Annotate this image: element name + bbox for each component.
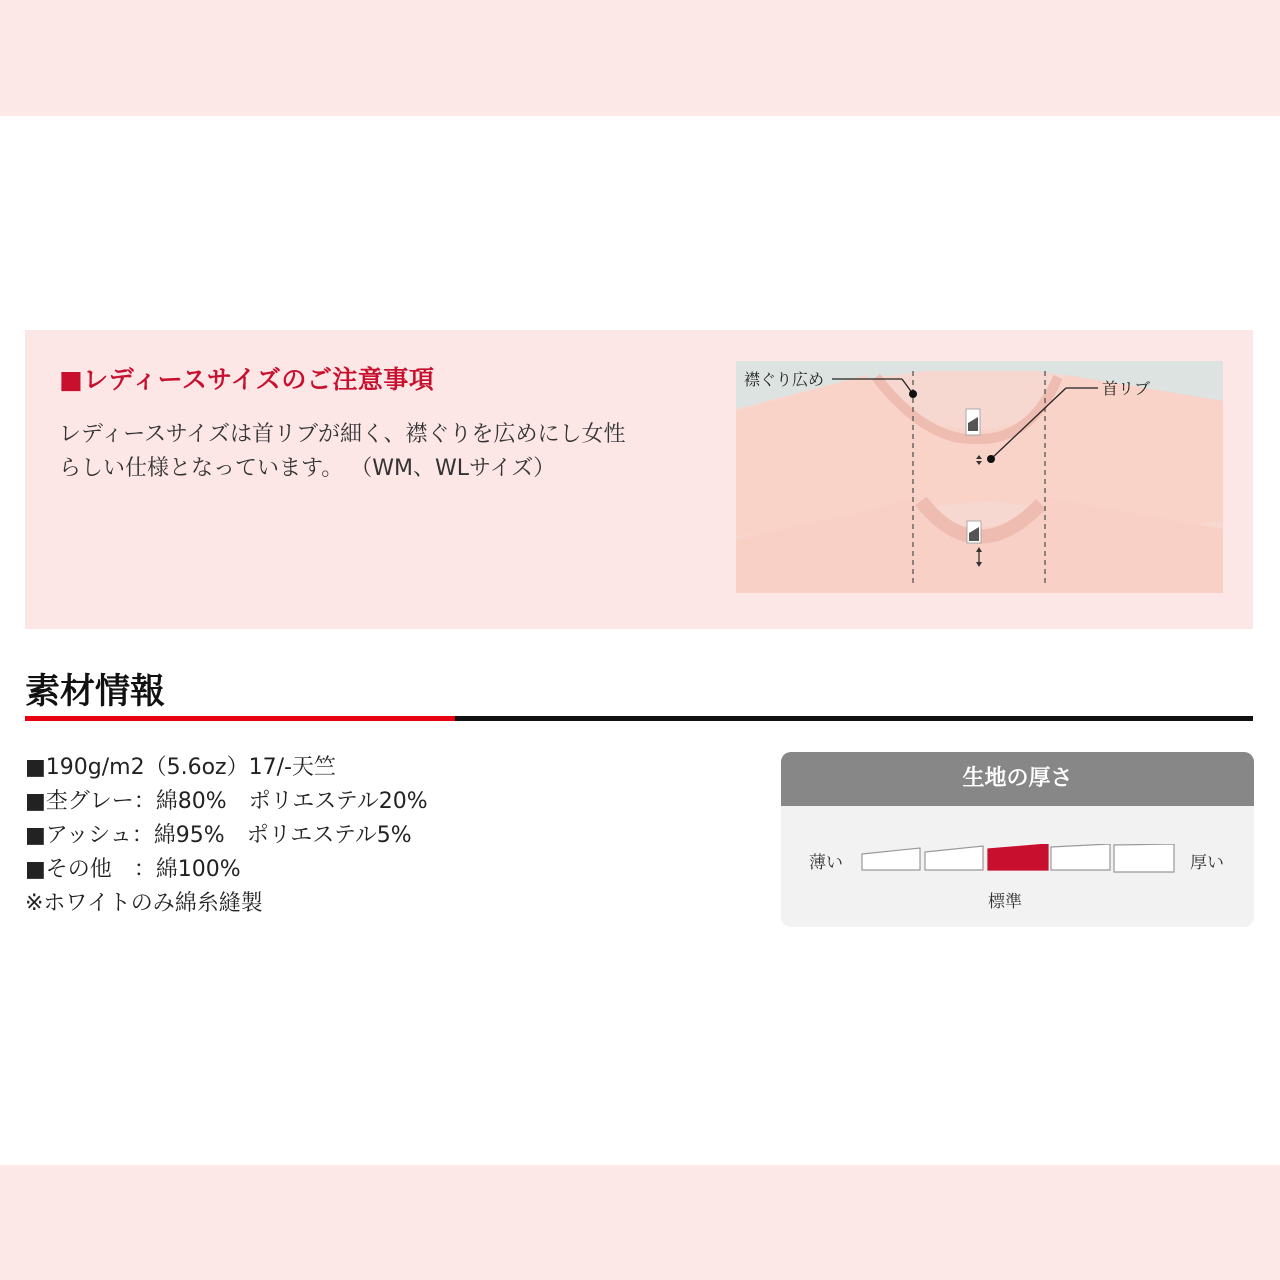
notice-body-line-1: レディースサイズは首リブが細く、襟ぐりを広めにし女性 — [59, 422, 626, 447]
diagram-label-neckline: 襟ぐり広め — [744, 370, 825, 389]
thickness-level-5 — [1114, 844, 1174, 872]
ladies-size-notice — [25, 330, 1253, 629]
thickness-label-standard: 標準 — [988, 892, 1022, 912]
section-title-material: 素材情報 — [25, 672, 166, 712]
thickness-level-3 — [988, 844, 1048, 870]
spec-line-heather-gray: ■杢グレー：綿80% ポリエステル20% — [25, 789, 428, 814]
thickness-level-2 — [925, 846, 983, 870]
bottom-pink-band — [0, 1165, 1280, 1280]
thickness-level-4 — [1051, 844, 1110, 870]
neckline-comparison-photo — [736, 361, 1223, 593]
notice-title: ■レディースサイズのご注意事項 — [59, 365, 435, 394]
material-spec-list — [25, 751, 428, 921]
spec-line-ash: ■アッシュ：綿95% ポリエステル5% — [25, 823, 412, 848]
thickness-scale — [861, 844, 1176, 876]
spec-line-white-note: ※ホワイトのみ綿糸縫製 — [25, 891, 263, 916]
fabric-thickness-panel — [781, 752, 1254, 927]
spec-line-weight: ■190g/m2（5.6oz）17/-天竺 — [25, 755, 336, 780]
notice-body-line-2: らしい仕様となっています。 （WM、WLサイズ） — [59, 456, 556, 481]
thickness-title: 生地の厚さ — [781, 752, 1254, 806]
spec-line-other: ■その他 ：綿100% — [25, 857, 241, 882]
top-pink-band — [0, 0, 1280, 116]
section-title-underline — [25, 716, 1253, 721]
notice-body — [59, 418, 719, 486]
thickness-label-thick: 厚い — [1190, 853, 1224, 873]
thickness-level-1 — [862, 848, 920, 870]
diagram-label-rib: 首リブ — [1102, 379, 1151, 398]
underline-accent — [25, 716, 455, 721]
thickness-label-thin: 薄い — [809, 853, 843, 873]
